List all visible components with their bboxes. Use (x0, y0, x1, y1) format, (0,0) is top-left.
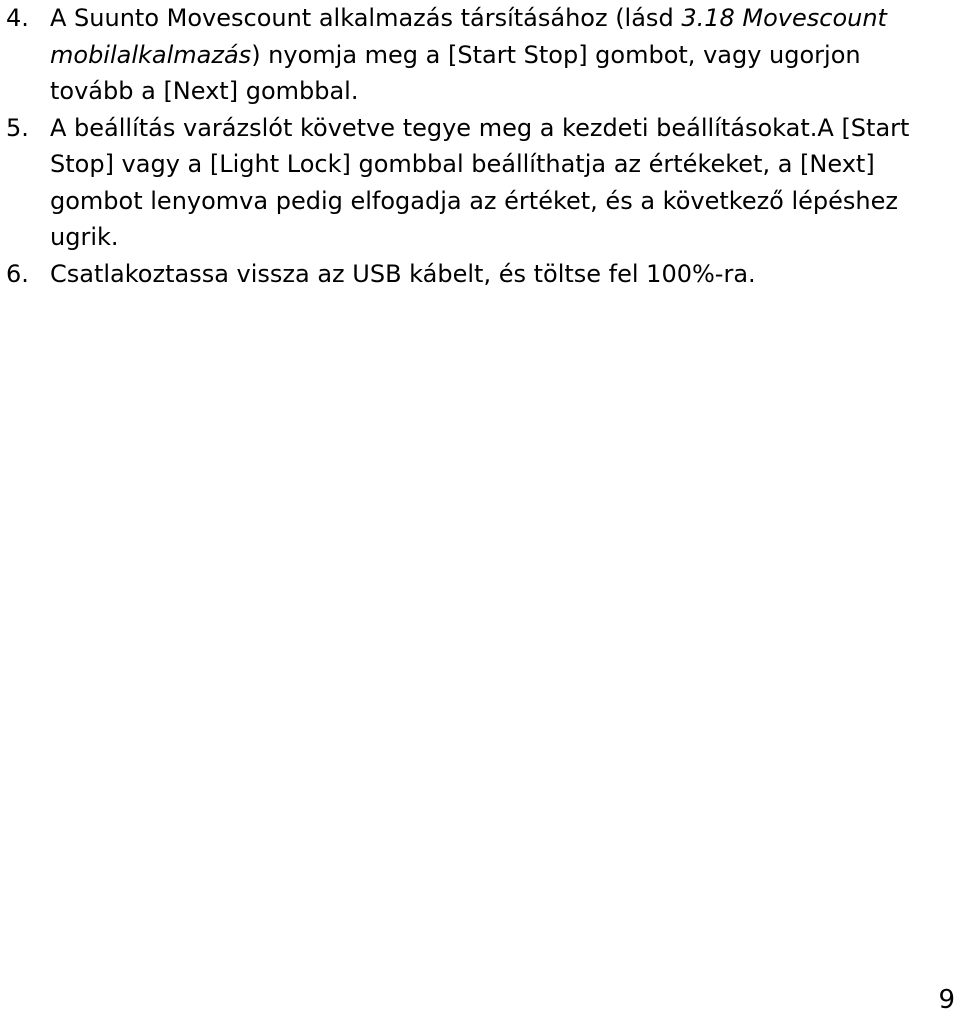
instruction-steps (6, 0, 951, 292)
step-text: Csatlakoztassa vissza az USB kábelt, és töltse fel 100%-ra. (50, 259, 756, 288)
step-text-after-reference: ) nyomja meg a [Start Stop] gombot, vagy ugorjon tovább a [Next] gombbal. (50, 40, 861, 105)
step-number: 5. (6, 113, 29, 142)
step-5 (6, 110, 951, 256)
step-number: 4. (6, 4, 29, 32)
step-text (50, 0, 951, 110)
step-number: 6. (6, 259, 29, 288)
page-number: 9 (938, 985, 955, 1015)
step-6 (6, 256, 951, 293)
section-reference: 3.18 Movescount mobilalkalmazás (50, 4, 887, 69)
step-4 (6, 0, 951, 110)
step-text: A beállítás varázslót követve tegye meg a kezdeti beállításokat.A [Start Stop] vagy a [Light Lock] gombbal beállíthatja az értékeket, a [Next] gombot lenyomva pedig elfogadja az értéket, és a következő lépéshez ugrik. (50, 113, 910, 251)
step-text-before-reference: A Suunto Movescount alkalmazás társításához (lásd (50, 4, 682, 32)
